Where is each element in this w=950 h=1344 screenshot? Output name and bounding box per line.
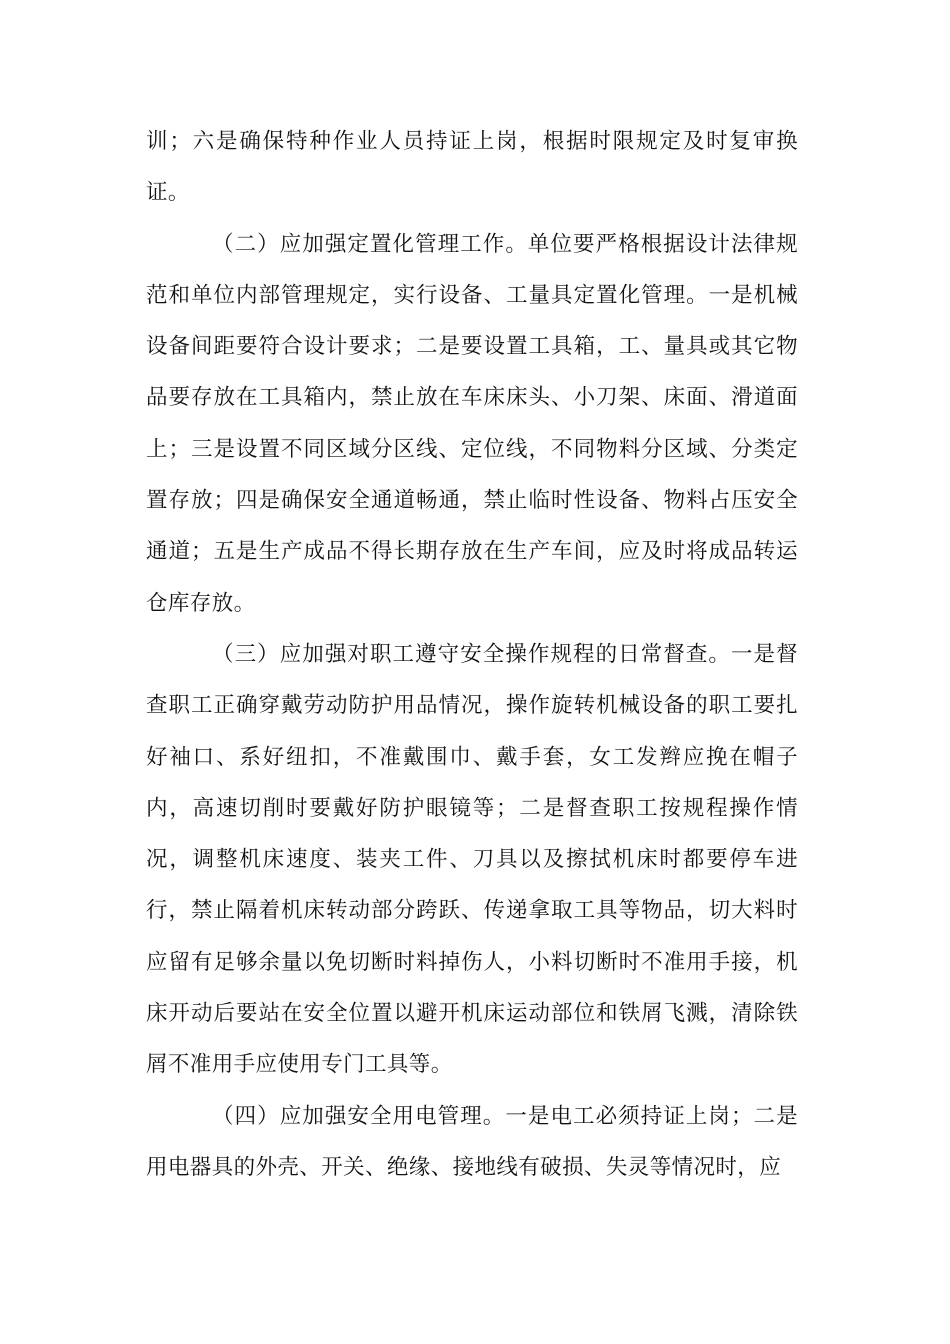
paragraph-safety-operation-inspection: （三）应加强对职工遵守安全操作规程的日常督查。一是督查职工正确穿戴劳动防护用品情况，操作旋转机械设备的职工要扎好袖口、系好纽扣，不准戴围巾、戴手套，女工发辫应挽在帽子内，高速切削时要戴好防护眼镜等；二是督查职工按规程操作情况，调整机床速度、装夹工件、刀具以及擦拭机床时都要停车进行，禁止隔着机床转动部分跨跃、传递拿取工具等物品，切大料时应留有足够余量以免切断时料掉伤人，小料切断时不准用手接，机床开动后要站在安全位置以避开机床运动部位和铁屑飞溅，清除铁屑不准用手应使用专门工具等。 bbox=[146, 641, 798, 1078]
document-body bbox=[146, 116, 798, 1193]
paragraph-continuation-training: 训；六是确保特种作业人员持证上岗，根据时限规定及时复审换证。 bbox=[146, 129, 798, 206]
paragraph-electrical-safety: （四）应加强安全用电管理。一是电工必须持证上岗；二是用电器具的外壳、开关、绝缘、接地线有破损、失灵等情况时，应 bbox=[146, 1103, 798, 1180]
paragraph-fixed-position-management: （二）应加强定置化管理工作。单位要严格根据设计法律规范和单位内部管理规定，实行设备、工量具定置化管理。一是机械设备间距要符合设计要求；二是要设置工具箱，工、量具或其它物品要存放在工具箱内，禁止放在车床床头、小刀架、床面、滑道面上；三是设置不同区域分区线、定位线，不同物料分区域、分类定置存放；四是确保安全通道畅通，禁止临时性设备、物料占压安全通道；五是生产成品不得长期存放在生产车间，应及时将成品转运仓库存放。 bbox=[146, 231, 798, 616]
